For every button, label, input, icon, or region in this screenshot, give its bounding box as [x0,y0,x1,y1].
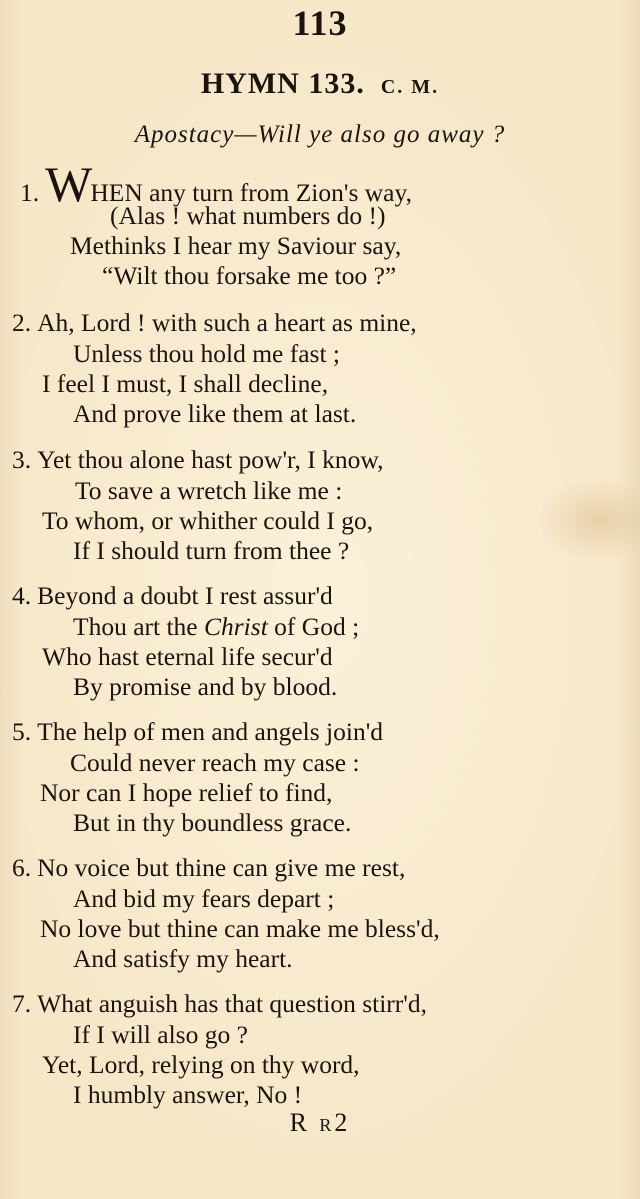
signature-small-letter: R [319,1115,335,1135]
verse-number: 6. [12,853,32,882]
verse-number: 3. [12,445,32,474]
verse-number: 7. [12,989,32,1018]
verse-number: 4. [12,581,32,610]
verse-line: I humbly answer, No ! [73,1080,303,1109]
verse-line: To whom, or whither could I go, [42,506,374,535]
verse-line: And prove like them at last. [73,399,357,428]
verse-line [12,855,405,881]
verse-line: And bid my fears depart ; [73,884,335,913]
verse-line: Could never reach my case : [70,748,360,777]
verse-line: If I should turn from thee ? [73,536,350,565]
verse-line: To save a wretch like me : [75,476,343,505]
verse-line: Nor can I hope relief to find, [40,778,333,807]
verse-line: If I will also go ? [73,1020,248,1049]
drop-cap-letter: W [45,156,91,212]
verse-number: 2. [12,308,32,337]
page-number: 113 [292,3,348,43]
verse-line [12,991,427,1017]
verse-line-text: HEN any turn from Zion's way, [90,178,412,207]
hymn-title: HYMN 133. [200,67,365,100]
verse-line-text: Ah, Lord ! with such a heart as mine, [37,308,417,337]
verse-line [12,719,383,745]
verse-line-text: Yet thou alone hast pow'r, I know, [37,445,384,474]
verse-line: But in thy boundless grace. [73,808,352,837]
verse-line-text: The help of men and angels join'd [37,717,384,746]
verse-line: Thou art the Christ of God ; [73,612,360,641]
printer-signature [0,1108,640,1138]
verse-line [12,583,333,609]
verse-line: “Wilt thou forsake me too ?” [102,261,397,290]
verse-line [12,447,384,473]
verse-line: I feel I must, I shall decline, [42,369,329,398]
hymn-heading [0,67,640,101]
verse-line: (Alas ! what numbers do !) [110,201,386,230]
verse-line: Who hast eternal life secur'd [42,642,333,671]
signature-number: 2 [334,1108,351,1137]
verse-line-text: No voice but thine can give me rest, [37,853,406,882]
hymn-meter: C. M. [380,76,440,98]
verse-line: No love but thine can make me bless'd, [40,914,440,943]
verse-number: 5. [12,717,32,746]
verse-line: Yet, Lord, relying on thy word, [42,1050,360,1079]
verse-line: Methinks I hear my Saviour say, [70,231,402,260]
hymn-subtitle: Apostacy—Will ye also go away ? [134,121,506,148]
verse-line: By promise and by blood. [73,672,338,701]
verse-line: Unless thou hold me fast ; [73,339,341,368]
verse-number: 1. [20,178,40,207]
verse-line [12,310,417,336]
verse-line: And satisfy my heart. [73,944,293,973]
verse-line-text: What anguish has that question stirr'd, [37,989,427,1018]
signature-letter: R [289,1108,310,1137]
verse-line-text: Beyond a doubt I rest assur'd [37,581,333,610]
italic-word: Christ [204,612,268,641]
